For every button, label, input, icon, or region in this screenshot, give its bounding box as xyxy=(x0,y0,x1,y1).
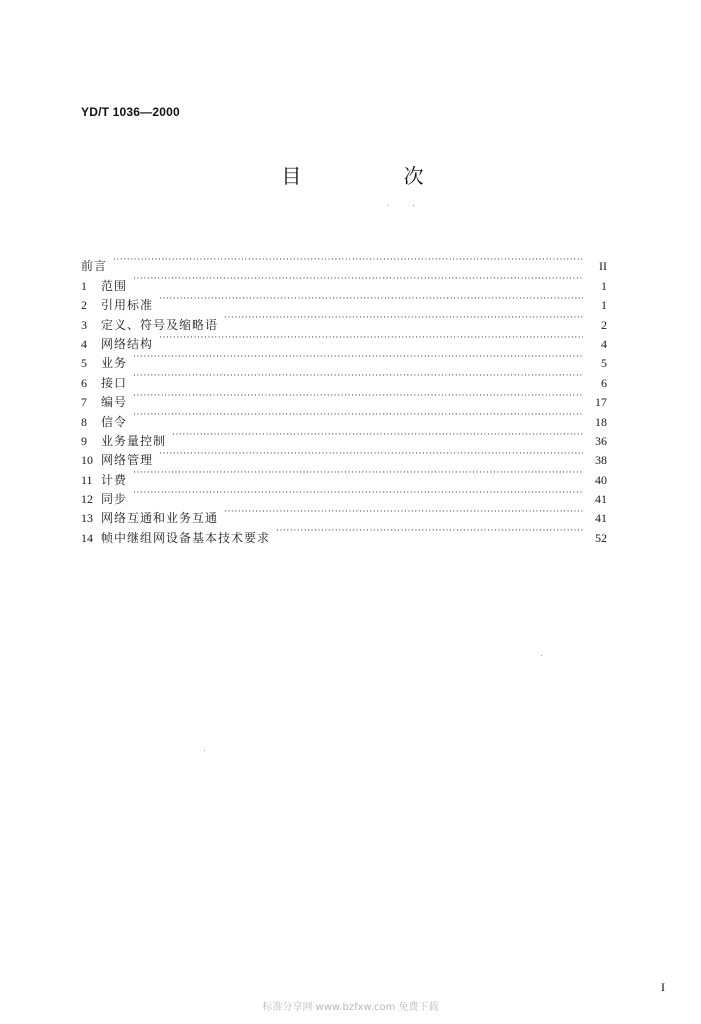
toc-entry-page: 18 xyxy=(595,414,607,429)
toc-entry-2[interactable] xyxy=(81,290,607,313)
toc-entry-page: II xyxy=(599,259,607,274)
toc-entry-number: 13 xyxy=(81,511,93,526)
toc-entry-page: 41 xyxy=(595,492,607,507)
toc-entry-8[interactable] xyxy=(81,406,607,429)
toc-entry-number: 1 xyxy=(81,278,87,293)
toc-entry-7[interactable] xyxy=(81,387,607,410)
toc-entry-label: 接口 xyxy=(101,375,128,390)
toc-leader-dots xyxy=(133,387,583,406)
toc-entry-page: 1 xyxy=(601,298,607,313)
toc-entry-label: 编号 xyxy=(101,395,128,410)
scan-speck xyxy=(387,205,388,206)
toc-entry-number: 2 xyxy=(81,298,87,313)
toc-entry-label: 前言 xyxy=(81,259,108,274)
toc-leader-dots xyxy=(133,406,583,425)
toc-leader-dots xyxy=(159,445,583,464)
toc-entry-page: 17 xyxy=(595,395,607,410)
toc-leader-dots xyxy=(133,484,583,503)
toc-entry-number: 7 xyxy=(81,395,87,410)
table-of-contents xyxy=(81,251,607,545)
toc-entry-13[interactable] xyxy=(81,503,607,526)
scan-speck xyxy=(413,205,414,206)
toc-leader-dots xyxy=(224,503,583,522)
toc-entry-number: 4 xyxy=(81,336,87,351)
scan-speck xyxy=(541,655,542,656)
toc-entry-number: 3 xyxy=(81,317,87,332)
toc-entry-number: 12 xyxy=(81,492,93,507)
toc-entry-label: 同步 xyxy=(101,492,128,507)
toc-entry-label: 业务量控制 xyxy=(101,433,167,448)
toc-entry-label: 网络结构 xyxy=(101,336,154,351)
toc-entry-page: 2 xyxy=(601,317,607,332)
toc-entry-page: 5 xyxy=(601,356,607,371)
toc-entry-label: 网络管理 xyxy=(101,453,154,468)
toc-entry-preface[interactable] xyxy=(81,251,607,274)
toc-entry-6[interactable] xyxy=(81,367,607,390)
toc-entry-label: 帧中继组网设备基本技术要求 xyxy=(101,530,271,545)
toc-entry-label: 范围 xyxy=(101,278,128,293)
toc-entry-label: 计费 xyxy=(101,472,128,487)
watermark-text: 标准分享网 www.bzfxw.com 免费下载 xyxy=(262,1002,439,1013)
toc-leader-dots xyxy=(113,251,583,270)
toc-title: 目 次 xyxy=(281,164,472,188)
toc-entry-page: 4 xyxy=(601,336,607,351)
toc-entry-number: 6 xyxy=(81,375,87,390)
toc-entry-12[interactable] xyxy=(81,484,607,507)
toc-entry-label: 网络互通和业务互通 xyxy=(101,511,219,526)
toc-leader-dots xyxy=(159,329,583,348)
toc-entry-page: 6 xyxy=(601,375,607,390)
toc-entry-number: 5 xyxy=(81,356,87,371)
toc-entry-10[interactable] xyxy=(81,445,607,468)
toc-entry-number: 10 xyxy=(81,453,93,468)
toc-entry-page: 36 xyxy=(595,433,607,448)
toc-entry-page: 1 xyxy=(601,278,607,293)
toc-entry-label: 引用标准 xyxy=(101,298,154,313)
toc-entry-number: 14 xyxy=(81,530,93,545)
toc-entry-number: 9 xyxy=(81,433,87,448)
toc-entry-label: 信令 xyxy=(101,414,128,429)
toc-leader-dots xyxy=(133,348,583,367)
toc-entry-page: 41 xyxy=(595,511,607,526)
toc-entry-page: 40 xyxy=(595,472,607,487)
standard-code: YD/T 1036—2000 xyxy=(81,105,180,119)
toc-leader-dots xyxy=(224,309,583,328)
toc-leader-dots xyxy=(133,464,583,483)
toc-entry-1[interactable] xyxy=(81,270,607,293)
toc-entry-page: 52 xyxy=(595,530,607,545)
toc-entry-11[interactable] xyxy=(81,464,607,487)
toc-entry-page: 38 xyxy=(595,453,607,468)
toc-entry-3[interactable] xyxy=(81,309,607,332)
toc-entry-number: 8 xyxy=(81,414,87,429)
toc-entry-number: 11 xyxy=(81,472,93,487)
toc-leader-dots xyxy=(133,367,583,386)
toc-leader-dots xyxy=(159,290,583,309)
scan-speck xyxy=(204,750,205,751)
toc-entry-9[interactable] xyxy=(81,426,607,448)
page-number: I xyxy=(661,980,665,994)
toc-entry-5[interactable] xyxy=(81,348,607,371)
toc-leader-dots xyxy=(172,426,583,445)
toc-entry-label: 业务 xyxy=(101,356,128,371)
toc-leader-dots xyxy=(276,522,583,541)
toc-leader-dots xyxy=(133,270,583,289)
toc-entry-label: 定义、符号及缩略语 xyxy=(101,317,219,332)
toc-entry-4[interactable] xyxy=(81,329,607,351)
